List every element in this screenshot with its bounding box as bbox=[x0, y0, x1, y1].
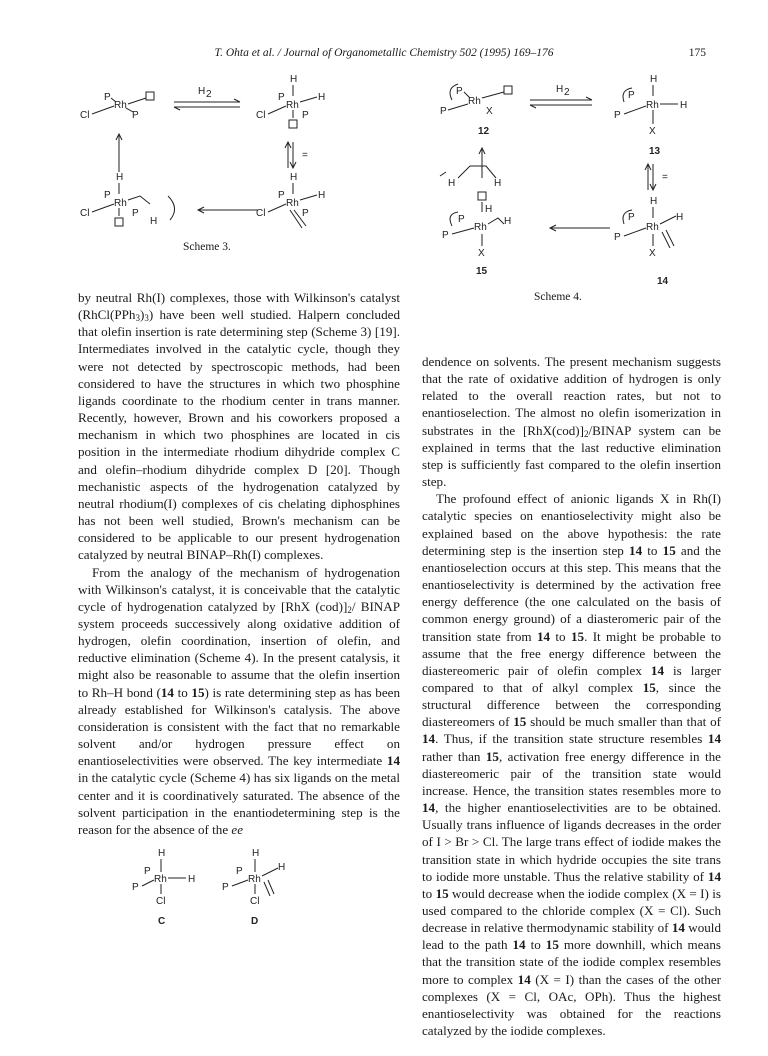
atom-label: X bbox=[649, 126, 656, 137]
atom-label: H bbox=[252, 848, 260, 859]
atom-label: P bbox=[104, 190, 111, 201]
compound-label-13: 13 bbox=[649, 146, 661, 157]
atom-label: Cl bbox=[256, 110, 266, 121]
atom-label: H bbox=[278, 862, 286, 873]
paragraph: by neutral Rh(I) complexes, those with Wilkinson's catalyst $(RhCl(PPh_3)_3)$ have been well studied. Halpern concluded that olefin insertion is rate determining step (Scheme 3) [19]. Intermediates involved in the catalytic cycle, though they were not detected by spectroscopic methods, had been considered to have the structures in which two phosphine ligands coordinate to the rhodium center in trans manner. Recently, however, Brown and his coworkers proposed a mechanism in which two phosphines are located in cis position in the intermediate rhodium dihydride complex C and olefin–rhodium dihydride complex D [20]. Though mechanistic aspects of the hydrogenation catalyzed by neutral rhodium(I) complexes of cis chelating diphosphines has not been well studied, Brown's mechanism can be considered to be applicable to our present hydrogenation catalyzed by neutral BINAP–Rh(I) complexes. bbox=[78, 290, 400, 563]
atom-label: Rh bbox=[154, 874, 167, 885]
atom-label: P bbox=[614, 232, 621, 243]
atom-label: P bbox=[132, 208, 139, 219]
right-column bbox=[422, 353, 721, 1039]
paragraph: dendence on solvents. The present mechanism suggests that the rate of oxidative addition of hydrogen is only related to the overall reaction rates, but not to enantioselection. The almost no olefin isomerization in substrates in the $[RhX(cod)]_2$/BINAP system can be explained in terms that the last reductive elimination step is sufficiently fast compared to the olefin insertion step. bbox=[422, 354, 721, 490]
complexes-c-d-drawing bbox=[132, 848, 302, 938]
atom-label: H bbox=[198, 86, 206, 97]
atom-label: P bbox=[278, 190, 285, 201]
compound-label-14: 14 bbox=[657, 276, 669, 287]
page-number: 175 bbox=[688, 47, 706, 59]
atom-label: P bbox=[278, 92, 285, 103]
atom-label: H bbox=[318, 190, 326, 201]
running-title: T. Ohta et al. / Journal of Organometallic Chemistry 502 (1995) 169–176 bbox=[214, 47, 554, 59]
atom-label: Cl bbox=[80, 208, 90, 219]
atom-label: H bbox=[116, 172, 124, 183]
atom-label: P bbox=[458, 214, 465, 225]
atom-label: P bbox=[628, 90, 635, 101]
atom-label: P bbox=[440, 106, 447, 117]
atom-label: H bbox=[150, 216, 158, 227]
atom-label: P bbox=[144, 866, 151, 877]
atom-label: Rh bbox=[114, 198, 127, 209]
atom-label: Rh bbox=[646, 100, 659, 111]
atom-label: H bbox=[485, 204, 493, 215]
atom-label: H bbox=[504, 216, 512, 227]
atom-label: H bbox=[188, 874, 196, 885]
atom-label: P bbox=[628, 212, 635, 223]
atom-label: Cl bbox=[256, 208, 266, 219]
scheme-3-drawing bbox=[80, 72, 400, 272]
scheme-4-drawing bbox=[438, 74, 718, 294]
atom-label: Rh bbox=[286, 198, 299, 209]
atom-label: = bbox=[302, 150, 308, 161]
atom-label: H bbox=[158, 848, 166, 859]
atom-label: H bbox=[676, 212, 684, 223]
compound-label-c: C bbox=[158, 916, 166, 927]
scheme-4-caption: Scheme 4. bbox=[534, 291, 582, 303]
atom-label: P bbox=[302, 110, 309, 121]
atom-label: H bbox=[680, 100, 688, 111]
atom-label: P bbox=[302, 208, 309, 219]
atom-label: H bbox=[556, 84, 564, 95]
scheme-3-caption: Scheme 3. bbox=[183, 241, 231, 253]
atom-label: H bbox=[448, 178, 456, 189]
atom-label: P bbox=[442, 230, 449, 241]
atom-label: X bbox=[486, 106, 493, 117]
atom-label: H bbox=[318, 92, 326, 103]
atom-label: Rh bbox=[474, 222, 487, 233]
atom-label: H bbox=[290, 172, 298, 183]
atom-label: X bbox=[649, 248, 656, 259]
atom-label: P bbox=[104, 92, 111, 103]
compound-label-d: D bbox=[251, 916, 259, 927]
atom-label: 2 bbox=[564, 87, 570, 98]
atom-label: P bbox=[132, 110, 139, 121]
atom-label: P bbox=[236, 866, 243, 877]
atom-label: P bbox=[614, 110, 621, 121]
atom-label: Rh bbox=[646, 222, 659, 233]
paragraph: The profound effect of anionic ligands X in Rh(I) catalytic species on enantioselectivity might also be explained based on the above hypothesis: the rate determining step is the insertion step 14 to 15 and the enantioselection occurs at this step. This means that the enantioselectivity is determined by the activation free energy defference (the one calculated on the basis of common energy ground) of a diasteromeric pair of the transition state from 14 to 15. It might be probable to assume that the free energy difference between the diastereomeric pair of olefin complex 14 is larger compared to that of alkyl complex 15, since the structural difference between the corresponding diastereomers of 15 should be much smaller than that of 14. Thus, if the transition state structure resembles 14 rather than 15, activation free energy difference in the diastereomeric pair of the transition state would increase. Hence, the transition states resembles more to 14, the higher enantioselectivities are to be obtained. Usually trans influence of ligands decreases in the order of I > Br > Cl. The large trans effect of iodide makes the transition state in which hydride occupies the site trans to iodide more unstable. Thus the relative stability of 14 to 15 would decrease when the iodide complex (X = I) is used compared to the chloride complex (X = Cl). Such decrease in relative thermodynamic stability of 14 would lead to the path 14 to 15 more downhill, which means that the transition state of the iodide complex resembles more to complex 14 (X = I) than the cases of the other complexes (X = Cl, OAc, OPh). Thus the highest enantioselectivity was obtained for the reactions catalyzed by the iodide complexes. bbox=[422, 491, 722, 1039]
compound-label-12: 12 bbox=[478, 126, 490, 137]
atom-label: Cl bbox=[250, 896, 260, 907]
atom-label: Rh bbox=[468, 96, 481, 107]
atom-label: P bbox=[456, 86, 463, 97]
atom-label: H bbox=[290, 74, 298, 85]
compound-label-15: 15 bbox=[476, 266, 488, 277]
atom-label: H bbox=[650, 74, 658, 85]
atom-label: Rh bbox=[248, 874, 261, 885]
atom-label: P bbox=[132, 882, 139, 893]
atom-label: P bbox=[222, 882, 229, 893]
atom-label: H bbox=[650, 196, 658, 207]
left-column bbox=[78, 289, 400, 838]
running-header bbox=[0, 47, 768, 65]
atom-label: X bbox=[478, 248, 485, 259]
atom-label: Cl bbox=[156, 896, 166, 907]
paragraph: From the analogy of the mechanism of hydrogenation with Wilkinson's catalyst, it is conceivable that the catalytic cycle of hydrogenation catalyzed by [RhX $(cod)]_2/$ BINAP system proceeds successively along oxidative addition of hydrogen, olefin coordination, insertion of olefin, and reductive elimination (Scheme 4). In the present catalysis, it might also be reasonable to assume that the olefin insertion to Rh–H bond (14 to 15) is rate determining step as has been already established for Wilkinson's catalysis. The above consideration is consistent with the fact that no remarkable solvent and/or hydrogen pressure effect on enantioselectivities were observed. The key intermediate 14 in the catalytic cycle (Scheme 4) has six ligands on the metal center and it is coordinatively saturated. The absence of the solvent participation in the enantiodetermining step is the reason for the absence of the ee bbox=[78, 564, 400, 837]
atom-label: Rh bbox=[286, 100, 299, 111]
atom-label: Cl bbox=[80, 110, 90, 121]
atom-label: Rh bbox=[114, 100, 127, 111]
atom-label: 2 bbox=[206, 89, 212, 100]
atom-label: H bbox=[494, 178, 502, 189]
atom-label: = bbox=[662, 172, 668, 183]
